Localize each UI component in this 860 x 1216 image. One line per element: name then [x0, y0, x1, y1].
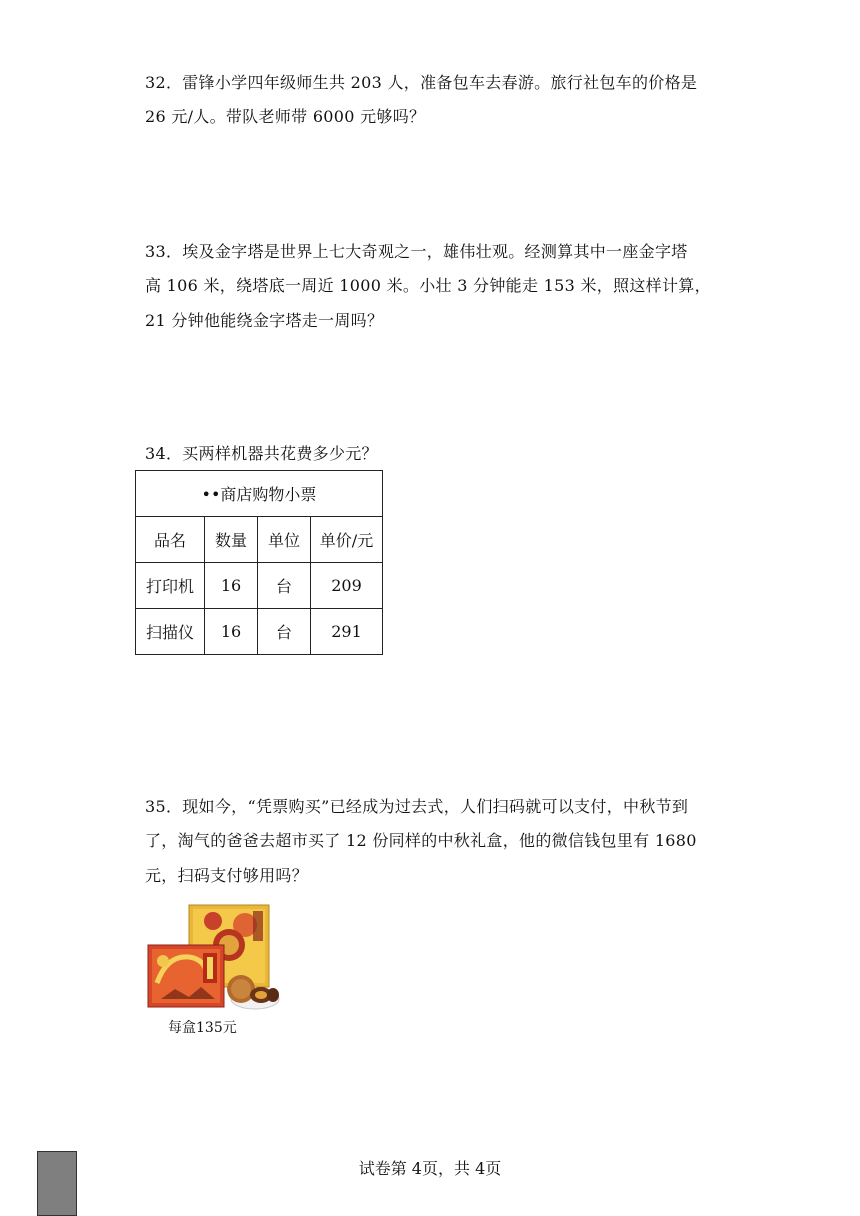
receipt-row — [136, 609, 383, 655]
receipt-cell-unit: 台 — [258, 563, 311, 609]
receipt-header-row — [136, 517, 383, 563]
question-33-line-2: 高 106 米，绕塔底一周近 1000 米。小壮 3 分钟能走 153 米，照这样计算， — [145, 276, 711, 295]
receipt-header-unit: 单位 — [258, 517, 311, 563]
receipt-title: ••商店购物小票 — [136, 471, 383, 517]
page-number: 试卷第 4页，共 4页 — [358, 1159, 502, 1178]
receipt-cell-item: 打印机 — [136, 563, 205, 609]
receipt-cell-unit-price: 291 — [311, 609, 383, 655]
receipt-header-quantity: 数量 — [205, 517, 258, 563]
mooncake-gift-box-image — [145, 903, 280, 1013]
shopping-receipt-table — [135, 470, 383, 655]
receipt-header-item: 品名 — [136, 517, 205, 563]
receipt-cell-quantity: 16 — [205, 563, 258, 609]
receipt-cell-item: 扫描仪 — [136, 609, 205, 655]
receipt-header-unit-price: 单价/元 — [311, 517, 383, 563]
receipt-cell-unit: 台 — [258, 609, 311, 655]
receipt-cell-quantity: 16 — [205, 609, 258, 655]
receipt-cell-unit-price: 209 — [311, 563, 383, 609]
question-32-line-1: 32．雷锋小学四年级师生共 203 人，准备包车去春游。旅行社包车的价格是 — [145, 73, 698, 92]
question-35-line-3: 元，扫码支付够用吗？ — [145, 866, 309, 885]
question-35-line-1: 35．现如今，“凭票购买”已经成为过去式，人们扫码就可以支付，中秋节到 — [145, 797, 689, 816]
question-33-line-1: 33．埃及金字塔是世界上七大奇观之一，雄伟壮观。经测算其中一座金字塔 — [145, 242, 688, 261]
question-33-line-3: 21 分钟他能绕金字塔走一周吗？ — [145, 311, 384, 330]
mooncake-price-caption: 每盒135元 — [168, 1020, 237, 1036]
receipt-row — [136, 563, 383, 609]
question-35-line-2: 了，淘气的爸爸去超市买了 12 份同样的中秋礼盒，他的微信钱包里有 1680 — [145, 831, 697, 850]
question-34-line-1: 34．买两样机器共花费多少元？ — [145, 444, 378, 463]
question-32-line-2: 26 元/人。带队老师带 6000 元够吗？ — [145, 107, 426, 126]
